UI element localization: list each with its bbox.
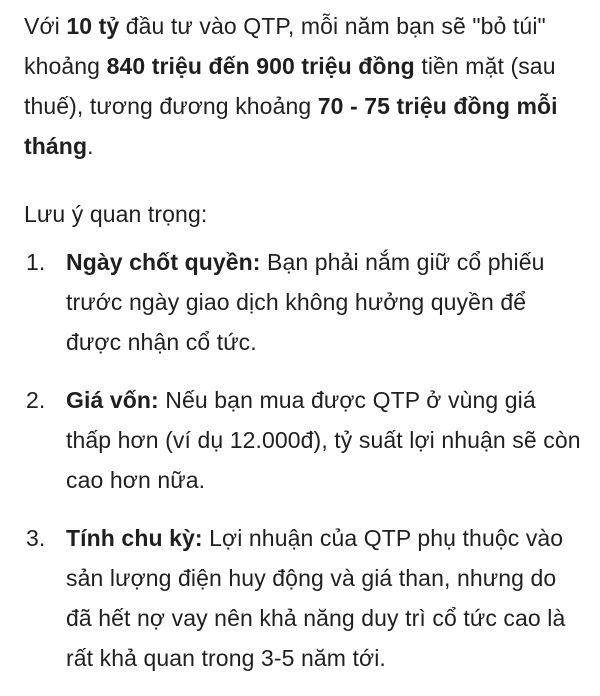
list-item-title: Giá vốn:: [66, 387, 159, 413]
notes-list: [24, 242, 584, 678]
list-item-number: 1.: [26, 249, 46, 275]
list-item-title: Tính chu kỳ:: [66, 525, 203, 551]
notes-heading: Lưu ý quan trọng:: [24, 201, 208, 227]
list-item-number: 3.: [26, 525, 46, 551]
intro-text-1: Với: [24, 13, 67, 39]
list-item-title: Ngày chốt quyền:: [66, 249, 261, 275]
response-content: [24, 6, 584, 696]
intro-bold-monthly: 70 - 75 triệu đồng mỗi tháng: [24, 93, 558, 159]
list-item: [24, 518, 584, 678]
intro-text-2: đầu tư vào QTP, mỗi năm bạn sẽ "bỏ túi" khoảng: [24, 13, 546, 79]
list-item-number: 2.: [26, 387, 46, 413]
intro-paragraph: [24, 6, 584, 166]
list-item-text: Bạn phải nắm giữ cổ phiếu trước ngày giao dịch không hưởng quyền để được nhận cổ tức.: [66, 249, 545, 355]
intro-text-4: .: [87, 133, 94, 159]
list-item-text: Lợi nhuận của QTP phụ thuộc vào sản lượng điện huy động và giá than, nhưng do đã hết nợ vay nên khả năng duy trì cổ tức cao là rất khả quan trong 3-5 năm tới.: [66, 525, 566, 671]
list-item: [24, 242, 584, 362]
list-item-text: Nếu bạn mua được QTP ở vùng giá thấp hơn (ví dụ 12.000đ), tỷ suất lợi nhuận sẽ còn cao hơn nữa.: [66, 387, 581, 493]
intro-bold-amount: 10 tỷ: [66, 13, 120, 39]
intro-text-3: tiền mặt (sau thuế), tương đương khoảng: [24, 53, 556, 119]
intro-bold-yearly: 840 triệu đến 900 triệu đồng: [106, 53, 415, 79]
list-item: [24, 380, 584, 500]
